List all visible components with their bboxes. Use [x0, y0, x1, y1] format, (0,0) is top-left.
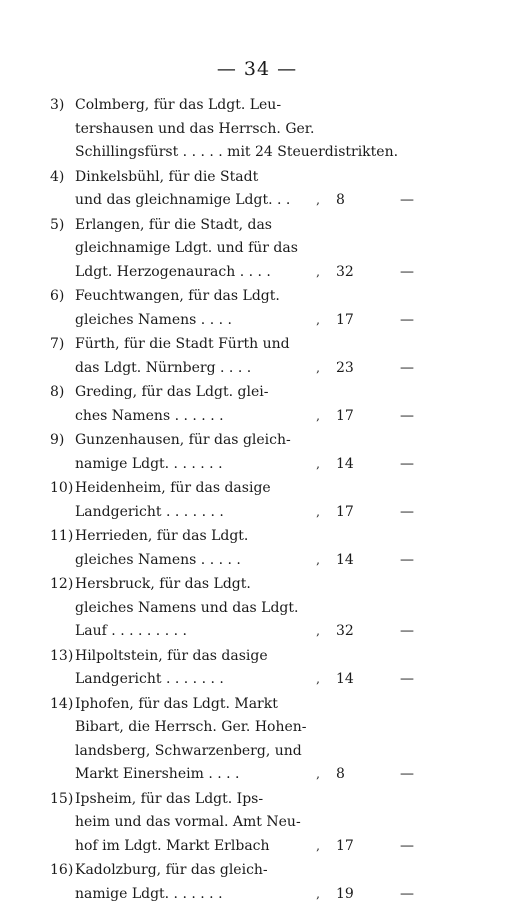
leader-mark: ‚: [316, 624, 320, 638]
leader-mark: ‚: [316, 312, 320, 327]
entry-text: namige Ldgt. . . . . . .: [75, 885, 223, 902]
district-count: 14: [336, 551, 354, 568]
leader-mark: ‚: [316, 193, 320, 207]
entry-number: 6): [50, 288, 65, 304]
district-count: 8: [336, 766, 345, 782]
entry-text: Ipsheim, für das Ldgt. Ips-: [75, 790, 264, 807]
entry-number: 13): [50, 647, 74, 664]
leader-mark: ‚: [316, 408, 320, 423]
district-count: 32: [336, 263, 354, 280]
leader-mark: ‚: [316, 264, 320, 279]
entry-number: 4): [50, 168, 65, 185]
entry-text: Heidenheim, für das dasige: [75, 480, 271, 496]
entry-text: Hersbruck, für das Ldgt.: [75, 576, 251, 592]
page-number: — 34 —: [216, 58, 298, 80]
leader-mark: ‚: [316, 672, 320, 686]
leader-mark: ‚: [316, 838, 320, 853]
district-count: 17: [336, 837, 354, 854]
entry-number: 15): [50, 790, 74, 807]
district-count: 23: [336, 359, 354, 376]
entry-number: 11): [50, 528, 74, 544]
dash-mark: —: [400, 837, 414, 854]
district-count: 17: [336, 407, 354, 424]
entry-text: gleiches Namens . . . . .: [75, 551, 241, 568]
entry-text: Kadolzburg, für das gleich-: [75, 862, 268, 878]
dash-mark: —: [400, 885, 414, 902]
dash-mark: —: [400, 551, 414, 568]
district-count: 14: [336, 455, 354, 472]
entry-text: Ldgt. Herzogenaurach . . . .: [75, 263, 271, 280]
dash-mark: —: [400, 455, 414, 472]
dash-mark: —: [400, 359, 414, 376]
entry-text: Hilpoltstein, für das dasige: [75, 647, 268, 664]
district-count: 14: [336, 671, 354, 687]
leader-mark: ‚: [316, 886, 320, 901]
entry-text: tershausen und das Herrsch. Ger.: [75, 120, 315, 137]
leader-mark: ‚: [316, 504, 320, 519]
entry-text: Schillingsfürst . . . . . mit 24 Steuerdistrikten.: [75, 144, 399, 160]
district-count: 32: [336, 623, 354, 639]
entry-number: 12): [50, 576, 74, 592]
entry-text: Iphofen, für das Ldgt. Markt: [75, 695, 278, 712]
entry-text: und das gleichnamige Ldgt. . .: [75, 192, 291, 208]
entry-text: Markt Einersheim . . . .: [75, 766, 240, 782]
entry-text: Colmberg, für das Ldgt. Leu-: [75, 97, 282, 113]
entry-number: 8): [50, 384, 65, 400]
entry-text: Dinkelsbühl, für die Stadt: [75, 168, 259, 185]
entry-text: gleichnamige Ldgt. und für das: [75, 240, 298, 256]
entry-number: 9): [50, 432, 65, 448]
entry-text: Bibart, die Herrsch. Ger. Hohen-: [75, 719, 307, 735]
dash-mark: —: [400, 407, 414, 424]
entry-text: gleiches Namens . . . .: [75, 311, 232, 328]
district-count: 17: [336, 503, 354, 520]
dash-mark: —: [400, 192, 414, 208]
entry-text: landsberg, Schwarzenberg, und: [75, 742, 302, 759]
entry-number: 10): [50, 480, 74, 496]
entry-text: Feuchtwangen, für das Ldgt.: [75, 288, 280, 304]
entry-text: Lauf . . . . . . . . .: [75, 623, 187, 639]
entry-number: 16): [50, 862, 74, 878]
dash-mark: —: [400, 311, 414, 328]
leader-mark: ‚: [316, 360, 320, 375]
dash-mark: —: [400, 503, 414, 520]
entry-number: 7): [50, 336, 65, 352]
entry-text: Landgericht . . . . . . .: [75, 671, 224, 687]
entry-number: 14): [50, 695, 74, 712]
dash-mark: —: [400, 766, 414, 782]
entry-text: gleiches Namens und das Ldgt.: [75, 599, 299, 616]
dash-mark: —: [400, 623, 414, 639]
dash-mark: —: [400, 263, 414, 280]
leader-mark: ‚: [316, 767, 320, 781]
entry-text: das Ldgt. Nürnberg . . . .: [75, 359, 252, 376]
entry-text: Landgericht . . . . . . .: [75, 503, 224, 520]
entry-number: 5): [50, 216, 65, 233]
entry-text: Gunzenhausen, für das gleich-: [75, 432, 291, 448]
entry-text: Erlangen, für die Stadt, das: [75, 216, 272, 233]
district-count: 8: [336, 192, 345, 208]
district-count: 17: [336, 311, 354, 328]
entry-number: 3): [50, 97, 65, 113]
leader-mark: ‚: [316, 552, 320, 567]
entry-text: heim und das vormal. Amt Neu-: [75, 814, 301, 830]
dash-mark: —: [400, 671, 414, 687]
entry-text: Fürth, für die Stadt Fürth und: [75, 336, 290, 352]
entry-text: hof im Ldgt. Markt Erlbach: [75, 837, 270, 854]
entry-text: Greding, für das Ldgt. glei-: [75, 384, 269, 400]
entry-text: ches Namens . . . . . .: [75, 407, 224, 424]
entry-text: Herrieden, für das Ldgt.: [75, 528, 249, 544]
district-count: 19: [336, 885, 354, 902]
entry-text: namige Ldgt. . . . . . .: [75, 455, 223, 472]
leader-mark: ‚: [316, 456, 320, 471]
